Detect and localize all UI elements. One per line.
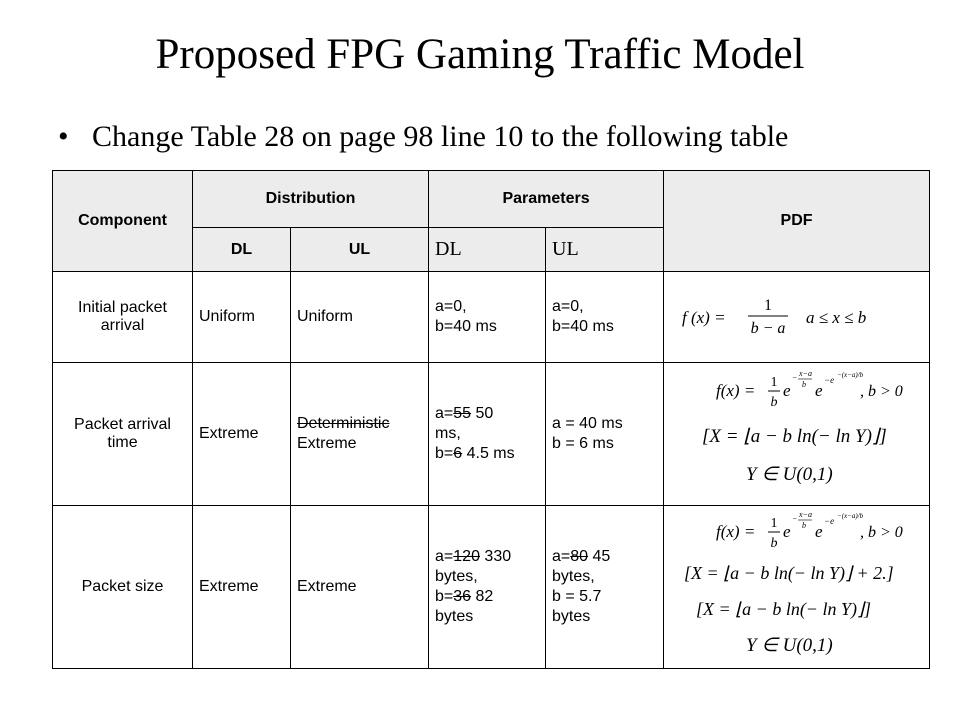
svg-text:, b > 0: , b > 0 [859,524,903,541]
svg-text:, b > 0: , b > 0 [859,383,903,400]
svg-text:Y ∈ U(0,1): Y ∈ U(0,1) [745,635,833,656]
svg-text:−: − [791,514,797,523]
header-component: Component [53,171,193,272]
svg-text:[X = ⌊a − b ln(− ln Y)⌋ + 2.]: [X = ⌊a − b ln(− ln Y)⌋ + 2.] [683,563,894,583]
svg-text:e: e [814,522,823,541]
svg-text:e: e [782,522,791,541]
bullet-item [58,120,788,154]
component-cell: Initial packet arrival [53,272,193,363]
table-row [53,272,930,363]
svg-text:−e: −e [823,375,834,385]
deleted-text: 120 [453,548,480,565]
svg-text:b: b [801,380,806,389]
param-ul-cell: a = 40 ms b = 6 ms [546,363,664,506]
dist-ul-cell: Extreme [291,506,429,669]
svg-text:f(x) =: f(x) = [715,381,755,400]
component-cell: Packet size [53,506,193,669]
header-parameters: Parameters [429,171,664,228]
svg-text:1: 1 [770,375,778,390]
param-dl-cell: a=0, b=40 ms [429,272,546,363]
header-dist-dl: DL [193,228,291,272]
dist-ul-cell: Uniform [291,272,429,363]
param-ul-cell: a=80 45 bytes, b = 5.7 bytes [546,506,664,669]
bullet-text: Change Table 28 on page 98 line 10 to the following table [92,120,789,153]
svg-text:e: e [782,381,791,400]
svg-text:1: 1 [763,297,772,314]
pdf-extreme-size-formula [664,506,930,669]
svg-text:[X = ⌊a − b ln(− ln Y)⌋]: [X = ⌊a − b ln(− ln Y)⌋] [695,599,871,619]
header-distribution: Distribution [193,171,429,228]
param-ul-cell: a=0, b=40 ms [546,272,664,363]
svg-text:b − a: b − a [750,320,785,337]
svg-text:−(x−a)/b: −(x−a)/b [836,512,863,520]
deleted-text: Deterministic [297,415,390,432]
svg-text:b: b [801,521,806,530]
svg-text:x−a: x−a [798,369,812,378]
svg-text:Y ∈ U(0,1): Y ∈ U(0,1) [745,464,833,485]
header-param-ul: UL [546,228,664,272]
deleted-text: 36 [453,588,472,605]
table-row [53,506,930,669]
bullet-dot: • [58,120,69,153]
dist-ul-cell: Deterministic Extreme [291,363,429,506]
svg-text:−: − [791,373,797,382]
param-dl-cell: a=120 330 bytes, b=36 82 bytes [429,506,546,669]
svg-text:f(x) =: f(x) = [715,522,755,541]
table-row [53,363,930,506]
header-dist-ul: UL [291,228,429,272]
svg-text:f (x) =: f (x) = [681,308,726,327]
svg-text:e: e [814,381,823,400]
svg-text:−(x−a)/b: −(x−a)/b [836,371,863,379]
deleted-text: 6 [453,445,463,462]
traffic-model-table [52,170,930,669]
param-dl-cell: a=55 50 ms, b=6 4.5 ms [429,363,546,506]
pdf-extreme-formula [664,363,930,506]
svg-text:1: 1 [770,516,778,531]
dist-dl-cell: Extreme [193,506,291,669]
component-cell: Packet arrival time [53,363,193,506]
dist-dl-cell: Uniform [193,272,291,363]
dist-dl-cell: Extreme [193,363,291,506]
pdf-uniform-formula [664,272,930,363]
header-param-dl: DL [429,228,546,272]
svg-text:b: b [770,395,778,410]
svg-text:−e: −e [823,516,834,526]
svg-text:[X = ⌊a − b ln(− ln Y)⌋]: [X = ⌊a − b ln(− ln Y)⌋] [701,426,887,447]
deleted-text: 80 [570,548,589,565]
svg-text:x−a: x−a [798,510,812,519]
svg-text:b: b [770,536,778,551]
header-pdf: PDF [664,171,930,272]
svg-text:a ≤ x ≤ b: a ≤ x ≤ b [805,308,866,327]
deleted-text: 55 [453,405,472,422]
slide-title: Proposed FPG Gaming Traffic Model [155,31,805,78]
